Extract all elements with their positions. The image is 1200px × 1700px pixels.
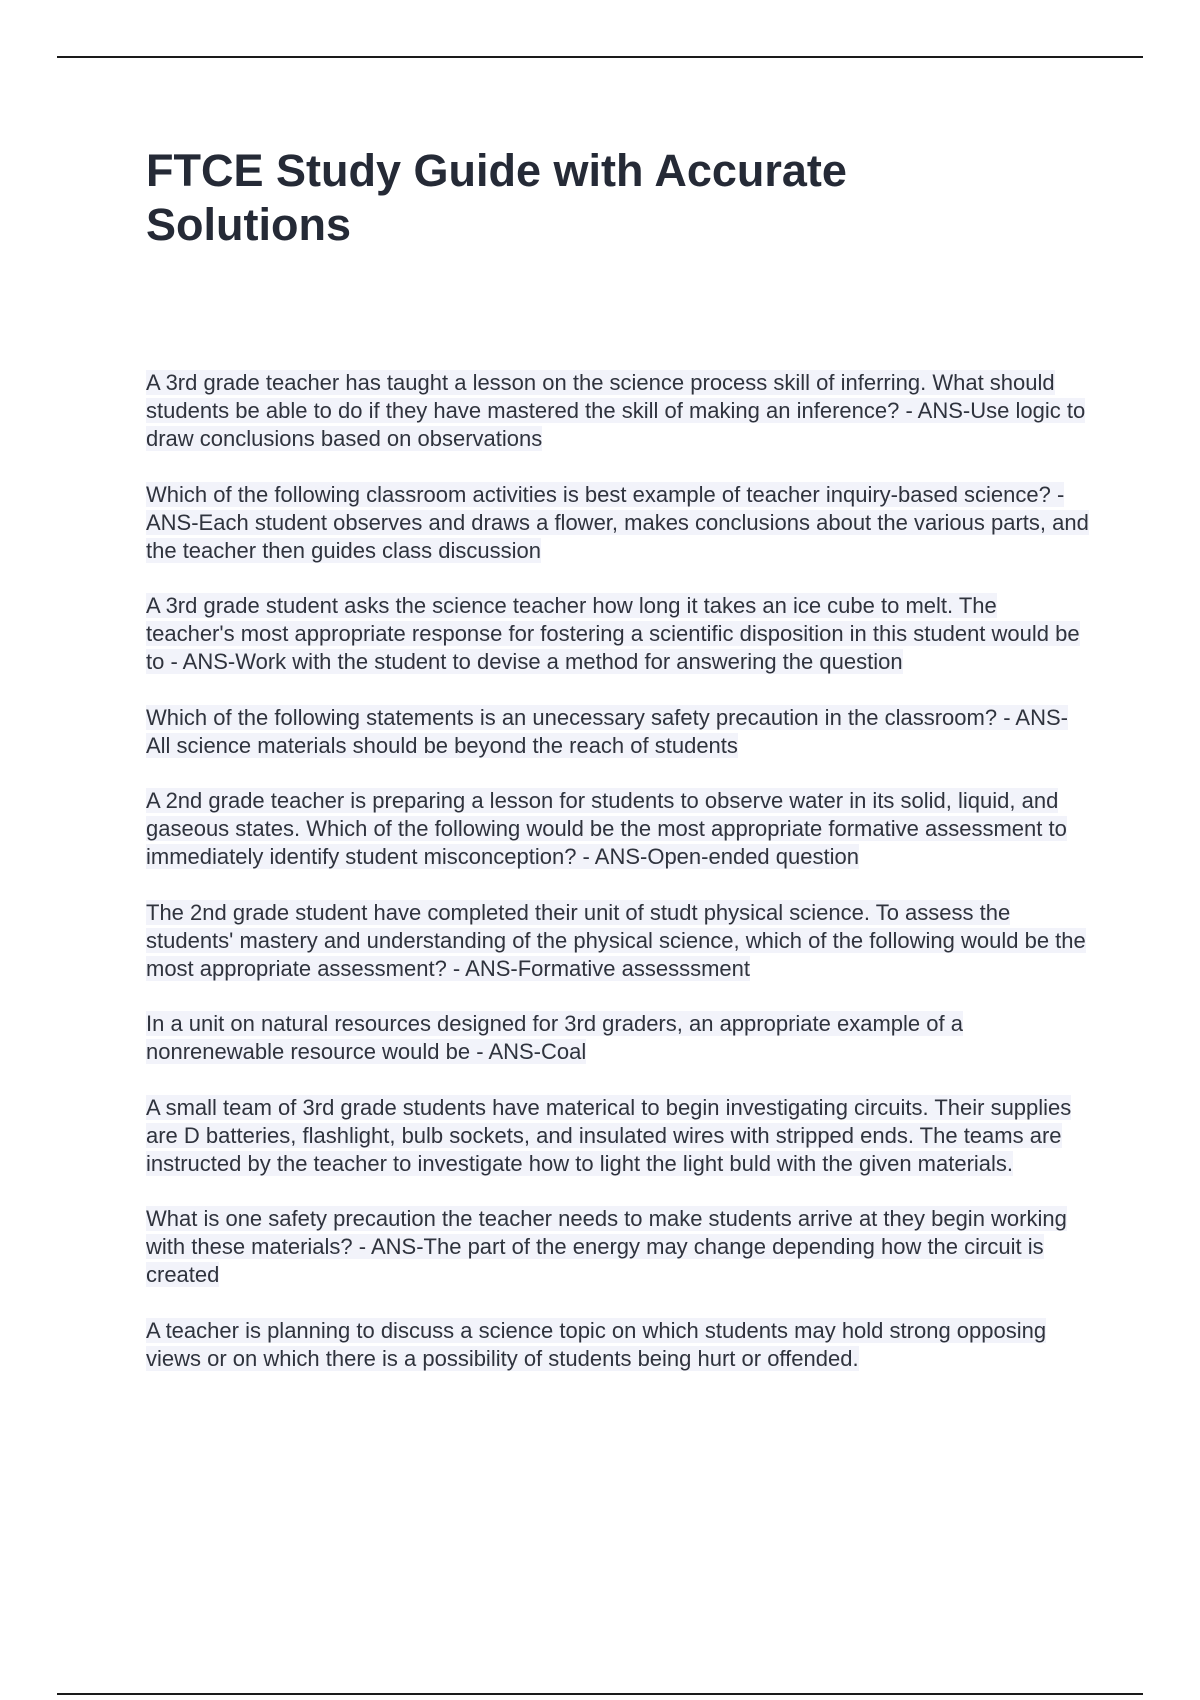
page-title: FTCE Study Guide with Accurate Solutions	[146, 145, 847, 250]
qa-item-9-text: What is one safety precaution the teacher needs to make students arrive at they begin working with these materials? - ANS-The part of the energy may change depending how the circuit is created	[146, 1206, 1067, 1287]
qa-item-7-text: In a unit on natural resources designed for 3rd graders, an appropriate example of a nonrenewable resource would be - ANS-Coal	[146, 1011, 963, 1064]
qa-item-1-text: A 3rd grade teacher has taught a lesson on the science process skill of inferring. What should students be able to do if they have mastered the skill of making an inference? - ANS-Use logic to draw conclusions based on observations	[146, 370, 1086, 451]
qa-item-10-text: A teacher is planning to discuss a science topic on which students may hold strong opposing views or on which there is a possibility of students being hurt or offended.	[146, 1317, 1047, 1371]
top-rule	[57, 56, 1143, 58]
qa-item-6	[146, 899, 1091, 983]
qa-item-7	[146, 1010, 1091, 1066]
qa-item-3-text: A 3rd grade student asks the science teacher how long it takes an ice cube to melt. The teacher's most appropriate response for fostering a scientific disposition in this student would be to - ANS-Work with the student to devise a method for answering the question	[146, 593, 1080, 674]
qa-item-5	[146, 787, 1091, 871]
qa-item-8	[146, 1094, 1091, 1178]
qa-item-2-text: Which of the following classroom activities is best example of teacher inquiry-based science? - ANS-Each student observes and draws a flower, makes conclusions about the various parts, and the teacher then guides class discussion	[146, 481, 1089, 563]
qa-item-5-text: A 2nd grade teacher is preparing a lesson for students to observe water in its solid, liquid, and gaseous states. Which of the following would be the most appropriate formative assessment to immediately identify student misconception? - ANS-Open-ended question	[146, 788, 1067, 869]
qa-list	[146, 369, 1091, 1400]
qa-item-4-text: Which of the following statements is an unecessary safety precaution in the classroom? - ANS-All science materials should be beyond the reach of students	[146, 704, 1068, 758]
qa-item-2	[146, 481, 1091, 565]
qa-item-4	[146, 704, 1091, 760]
qa-item-10	[146, 1317, 1091, 1373]
qa-item-1	[146, 369, 1091, 453]
qa-item-6-text: The 2nd grade student have completed their unit of studt physical science. To assess the students' mastery and understanding of the physical science, which of the following would be the most appropriate assessment? - ANS-Formative assesssment	[146, 899, 1086, 981]
bottom-rule	[57, 1693, 1143, 1695]
qa-item-3	[146, 592, 1091, 676]
qa-item-8-text: A small team of 3rd grade students have materical to begin investigating circuits. Their supplies are D batteries, flashlight, bulb sockets, and insulated wires with stripped ends. The teams are instructed by the teacher to investigate how to light the light buld with the given materials.	[146, 1094, 1072, 1176]
qa-item-9	[146, 1205, 1091, 1289]
